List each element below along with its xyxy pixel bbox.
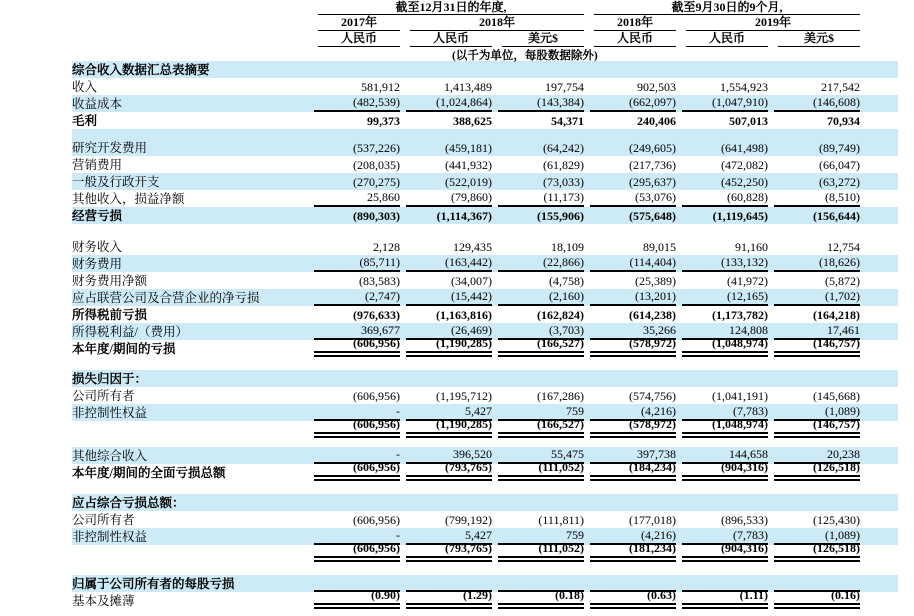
cell-value: (146,757)	[774, 416, 860, 438]
cell-value: (904,316)	[682, 540, 768, 562]
cell-value: (606,956)	[314, 416, 400, 438]
cell-value: 99,373	[367, 114, 400, 128]
cell-value: (26,469)	[406, 322, 492, 340]
row-label: 毛利	[72, 114, 98, 128]
cell-value: 217,542	[821, 80, 860, 94]
cell-value: (890,303)	[353, 209, 400, 223]
cell-value: (13,201)	[590, 288, 676, 306]
table-row	[72, 78, 898, 95]
currency-rmb: 人民币	[686, 31, 768, 47]
header-period-groups	[72, 0, 898, 15]
row-label: 所得税前亏损	[72, 308, 148, 322]
cell-value: (15,442)	[406, 288, 492, 306]
cell-value: (1,089)	[774, 403, 860, 421]
cell-value: (146,608)	[774, 94, 860, 112]
cell-value: (166,527)	[498, 335, 584, 357]
cell-value: (1,190,285)	[406, 416, 492, 438]
cell-value: (1,024,864)	[406, 94, 492, 112]
cell-value: (4,758)	[549, 274, 584, 288]
row-label: 收入	[72, 80, 98, 94]
cell-value: (133,132)	[682, 254, 768, 272]
cell-value: (146,757)	[774, 335, 860, 357]
cell-value: (606,956)	[314, 335, 400, 357]
table-row	[72, 156, 898, 173]
cell-value: (162,824)	[537, 308, 584, 322]
spacer-row	[72, 357, 898, 370]
cell-value: (614,238)	[629, 308, 676, 322]
cell-value: (662,097)	[590, 94, 676, 112]
cell-value: (0.18)	[498, 587, 584, 609]
cell-value: 397,738	[590, 446, 676, 464]
row-label: 基本及摊薄	[72, 594, 135, 608]
cell-value: (83,583)	[359, 274, 400, 288]
table-row	[72, 207, 898, 224]
cell-value: (34,007)	[451, 274, 492, 288]
row-label: 财务费用	[72, 257, 123, 271]
table-row	[72, 112, 898, 129]
spacer-row	[72, 481, 898, 494]
cell-value: (575,648)	[629, 209, 676, 223]
cell-value: (2,160)	[498, 288, 584, 306]
cell-value: 89,015	[643, 240, 676, 254]
cell-value: (4,216)	[590, 403, 676, 421]
currency-rmb: 人民币	[318, 31, 400, 47]
cell-value: -	[314, 527, 400, 545]
cell-value: (5,872)	[825, 274, 860, 288]
cell-value: 5,427	[406, 527, 492, 545]
cell-value: (0.16)	[774, 587, 860, 609]
spacer-row	[72, 562, 898, 575]
row-label: 综合收入数据汇总表摘要	[72, 63, 210, 77]
cell-value: (799,192)	[445, 513, 492, 527]
cell-value: 581,912	[361, 80, 400, 94]
cell-value: 17,461	[774, 322, 860, 340]
row-label: 归属于公司所有者的每股亏损	[72, 577, 235, 591]
cell-value: 388,625	[453, 114, 492, 128]
cell-value: (574,756)	[629, 389, 676, 403]
cell-value: (126,518)	[774, 459, 860, 481]
section-header-row	[72, 370, 898, 387]
cell-value: (1,047,910)	[682, 94, 768, 112]
table-row	[72, 190, 898, 207]
cell-value: (3,703)	[498, 322, 584, 340]
cell-value: (143,384)	[498, 94, 584, 112]
header-currencies	[72, 31, 898, 47]
cell-value: (578,972)	[590, 335, 676, 357]
table-row	[72, 255, 898, 272]
table-row	[72, 238, 898, 255]
cell-value: 2,128	[373, 240, 400, 254]
row-label: 一般及行政开支	[72, 175, 160, 189]
cell-value: (1,163,816)	[436, 308, 492, 322]
table-header	[0, 0, 914, 61]
row-label: 研究开发费用	[72, 141, 148, 155]
row-label: 营销费用	[72, 158, 123, 172]
cell-value: (61,829)	[543, 158, 584, 172]
cell-value: (522,019)	[445, 175, 492, 189]
table-row	[72, 460, 898, 481]
table-row	[72, 306, 898, 323]
cell-value: (793,765)	[406, 540, 492, 562]
row-label: 其他综合收入	[72, 449, 148, 463]
cell-value: (8,510)	[774, 189, 860, 207]
cell-value: 240,406	[637, 114, 676, 128]
cell-value: 759	[498, 403, 584, 421]
cell-value: (41,972)	[727, 274, 768, 288]
cell-value: 55,475	[498, 446, 584, 464]
cell-value: (1,195,712)	[436, 389, 492, 403]
spacer-row	[72, 129, 898, 139]
cell-value: 12,754	[827, 240, 860, 254]
row-label: 收益成本	[72, 97, 123, 111]
row-label: 所得税利益/（费用）	[72, 325, 188, 339]
cell-value: (126,518)	[774, 540, 860, 562]
cell-value: (167,286)	[537, 389, 584, 403]
table-row	[72, 588, 898, 609]
cell-value: (114,404)	[590, 254, 676, 272]
row-label: 公司所有者	[72, 513, 135, 527]
cell-value: (63,272)	[819, 175, 860, 189]
period-group-annual: 截至12月31日的年度,	[318, 0, 584, 15]
cell-value: (459,181)	[445, 141, 492, 155]
row-label: 本年度/期间的全面亏损总额	[72, 466, 226, 480]
currency-rmb: 人民币	[410, 31, 492, 47]
cell-value: (1.11)	[682, 587, 768, 609]
header-years	[72, 15, 898, 31]
cell-value: (166,527)	[498, 416, 584, 438]
cell-value: 5,427	[406, 403, 492, 421]
cell-value: (111,052)	[498, 459, 584, 481]
cell-value: (0.90)	[314, 587, 400, 609]
cell-value: (482,539)	[314, 94, 400, 112]
cell-value: (184,234)	[590, 459, 676, 481]
year-2018-annual: 2018年	[410, 15, 584, 31]
cell-value: (12,165)	[682, 288, 768, 306]
cell-value: (4,216)	[590, 527, 676, 545]
cell-value: (641,498)	[721, 141, 768, 155]
cell-value: (7,783)	[682, 527, 768, 545]
cell-value: 91,160	[735, 240, 768, 254]
period-group-nine-months: 截至9月30日的9个月,	[594, 0, 860, 15]
section-header-row	[72, 61, 898, 78]
cell-value: (164,218)	[813, 308, 860, 322]
cell-value: 396,520	[406, 446, 492, 464]
currency-usd: 美元$	[778, 31, 860, 47]
cell-value: 144,658	[682, 446, 768, 464]
cell-value: (606,956)	[353, 389, 400, 403]
row-label: 其他收入，损益净额	[72, 192, 185, 206]
cell-value: 1,554,923	[720, 80, 768, 94]
cell-value: 129,435	[453, 240, 492, 254]
cell-value: (249,605)	[629, 141, 676, 155]
table-row	[72, 173, 898, 190]
cell-value: 369,677	[314, 322, 400, 340]
cell-value: (896,533)	[721, 513, 768, 527]
table-row	[72, 289, 898, 306]
row-label: 损失归因于：	[72, 372, 148, 386]
cell-value: 18,109	[551, 240, 584, 254]
cell-value: (1,173,782)	[712, 308, 768, 322]
section-header-row	[72, 494, 898, 511]
cell-value: 20,238	[774, 446, 860, 464]
unit-note: (以千为单位，每股数据除外)	[452, 50, 598, 62]
currency-usd: 美元$	[502, 31, 584, 47]
cell-value: (208,035)	[353, 158, 400, 172]
cell-value: (79,860)	[406, 189, 492, 207]
table-row	[72, 272, 898, 289]
cell-value: (163,442)	[406, 254, 492, 272]
year-2017: 2017年	[318, 15, 400, 31]
cell-value: 507,013	[729, 114, 768, 128]
cell-value: (606,956)	[314, 459, 400, 481]
cell-value: (1,702)	[774, 288, 860, 306]
cell-value: (1,041,191)	[712, 389, 768, 403]
row-label: 财务费用净额	[72, 274, 148, 288]
cell-value: (441,932)	[445, 158, 492, 172]
year-2019-interim: 2019年	[686, 15, 860, 31]
table-row	[72, 511, 898, 528]
table-row	[72, 541, 898, 562]
cell-value: (111,052)	[498, 540, 584, 562]
row-label: 经营亏损	[72, 209, 123, 223]
cell-value: (181,234)	[590, 540, 676, 562]
cell-value: (270,275)	[353, 175, 400, 189]
row-label: 财务收入	[72, 240, 123, 254]
cell-value: (793,765)	[406, 459, 492, 481]
cell-value: (73,033)	[543, 175, 584, 189]
cell-value: (217,736)	[629, 158, 676, 172]
row-label: 非控制性权益	[72, 530, 148, 544]
cell-value: (1,048,974)	[682, 335, 768, 357]
row-label: 应占综合亏损总额：	[72, 496, 185, 510]
cell-value: (537,226)	[353, 141, 400, 155]
cell-value: (2,747)	[314, 288, 400, 306]
cell-value: (89,749)	[819, 141, 860, 155]
row-label: 应占联营公司及合营企业的净亏损	[72, 291, 260, 305]
row-label: 本年度/期间的亏损	[72, 342, 176, 356]
cell-value: 124,808	[682, 322, 768, 340]
cell-value: (472,082)	[721, 158, 768, 172]
cell-value: 35,266	[590, 322, 676, 340]
cell-value: (1,048,974)	[682, 416, 768, 438]
cell-value: (155,906)	[537, 209, 584, 223]
cell-value: (976,633)	[353, 308, 400, 322]
cell-value: (1.29)	[406, 587, 492, 609]
table-row	[72, 95, 898, 112]
cell-value: 25,860	[314, 189, 400, 207]
row-label: 公司所有者	[72, 389, 135, 403]
cell-value: -	[314, 446, 400, 464]
cell-value: (904,316)	[682, 459, 768, 481]
cell-value: (156,644)	[813, 209, 860, 223]
row-label: 非控制性权益	[72, 406, 148, 420]
cell-value: (1,089)	[774, 527, 860, 545]
cell-value: 1,413,489	[444, 80, 492, 94]
table-row	[72, 139, 898, 156]
cell-value: 197,754	[545, 80, 584, 94]
cell-value: (66,047)	[819, 158, 860, 172]
cell-value: (145,668)	[813, 389, 860, 403]
cell-value: 54,371	[551, 114, 584, 128]
cell-value: (53,076)	[590, 189, 676, 207]
table-row	[72, 336, 898, 357]
cell-value: (295,637)	[629, 175, 676, 189]
currency-rmb: 人民币	[594, 31, 676, 47]
cell-value: (0.63)	[590, 587, 676, 609]
cell-value: (11,173)	[498, 189, 584, 207]
cell-value: (111,811)	[538, 513, 584, 527]
cell-value: (1,119,645)	[712, 209, 768, 223]
cell-value: (125,430)	[813, 513, 860, 527]
cell-value: 759	[498, 527, 584, 545]
table-row	[72, 417, 898, 438]
cell-value: 902,503	[637, 80, 676, 94]
cell-value: (578,972)	[590, 416, 676, 438]
cell-value: (1,190,285)	[406, 335, 492, 357]
cell-value: (452,250)	[721, 175, 768, 189]
header-unit-note-row	[0, 47, 914, 61]
cell-value: 70,934	[827, 114, 860, 128]
financial-table	[0, 61, 914, 609]
cell-value: (18,626)	[774, 254, 860, 272]
cell-value: (606,956)	[314, 540, 400, 562]
cell-value: (7,783)	[682, 403, 768, 421]
cell-value: (606,956)	[353, 513, 400, 527]
cell-value: (85,711)	[314, 254, 400, 272]
cell-value: (64,242)	[543, 141, 584, 155]
cell-value: (177,018)	[629, 513, 676, 527]
table-row	[72, 387, 898, 404]
cell-value: -	[314, 403, 400, 421]
cell-value: (25,389)	[635, 274, 676, 288]
spacer-row	[72, 224, 898, 238]
cell-value: (60,828)	[682, 189, 768, 207]
year-2018-interim: 2018年	[594, 15, 676, 31]
cell-value: (22,866)	[498, 254, 584, 272]
cell-value: (1,114,367)	[436, 209, 492, 223]
